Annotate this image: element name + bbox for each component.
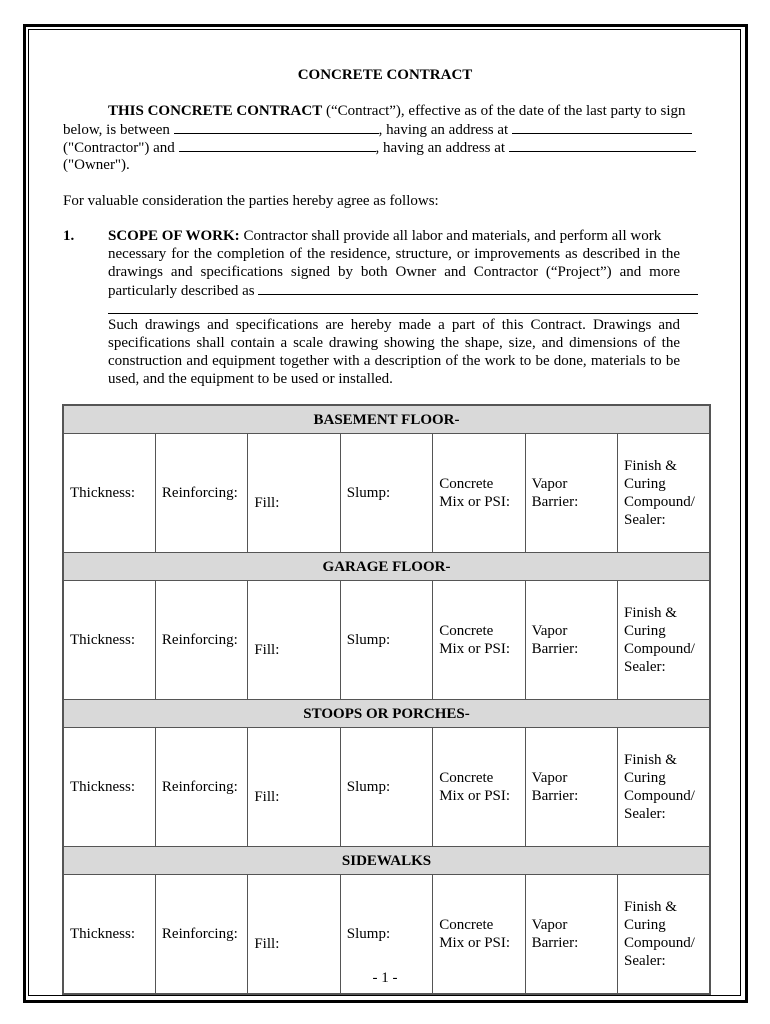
intro-line-2 xyxy=(63,120,692,139)
field-cell[interactable]: Vapor Barrier: xyxy=(525,581,617,700)
section-header: SIDEWALKS xyxy=(63,847,710,875)
field-cell[interactable]: Fill: xyxy=(248,728,340,847)
field-cell[interactable]: Thickness: xyxy=(63,728,155,847)
section1-p2-line: specifications shall contain a scale drawing showing the shape, size, and dimensions of the xyxy=(108,335,680,351)
section1-line-3: drawings and specifications signed by both Owner and Contractor (“Project”) and more xyxy=(108,264,680,280)
intro-text: , having an address at xyxy=(378,122,512,138)
field-cell[interactable]: Reinforcing: xyxy=(155,728,247,847)
project-description-field[interactable] xyxy=(258,281,698,295)
field-cell[interactable]: Thickness: xyxy=(63,434,155,553)
table-section-header-row xyxy=(63,405,710,434)
intro-text: (“Contract”), effective as of the date of the last party to sign xyxy=(322,103,686,119)
field-cell[interactable]: Finish & Curing Compound/ Sealer: xyxy=(618,875,710,995)
contractor-name-field[interactable] xyxy=(174,120,379,134)
field-cell[interactable]: Slump: xyxy=(340,581,432,700)
section1-p2-line: used, and the equipment to be used or installed. xyxy=(108,371,393,387)
section1-p2-line: Such drawings and specifications are hereby made a part of this Contract. Drawings and xyxy=(108,317,680,333)
field-cell[interactable]: Reinforcing: xyxy=(155,581,247,700)
intro-line-1 xyxy=(108,102,690,120)
field-cell[interactable]: Thickness: xyxy=(63,581,155,700)
field-cell[interactable]: Concrete Mix or PSI: xyxy=(433,728,525,847)
document-title: CONCRETE CONTRACT xyxy=(297,67,473,83)
intro-text: ("Contractor") and xyxy=(63,140,179,156)
field-cell[interactable]: Slump: xyxy=(340,434,432,553)
field-cell[interactable]: Finish & Curing Compound/ Sealer: xyxy=(618,581,710,700)
field-cell[interactable]: Fill: xyxy=(248,434,340,553)
intro-line-3 xyxy=(63,138,696,157)
field-cell[interactable]: Concrete Mix or PSI: xyxy=(433,875,525,995)
field-cell[interactable]: Finish & Curing Compound/ Sealer: xyxy=(618,728,710,847)
section-text: Contractor shall provide all labor and materials, and perform all work xyxy=(239,228,662,244)
page-number: - 1 - xyxy=(372,970,398,986)
concrete-spec-table xyxy=(62,404,711,995)
table-row xyxy=(63,581,710,700)
field-cell[interactable]: Fill: xyxy=(248,875,340,995)
field-cell[interactable]: Reinforcing: xyxy=(155,875,247,995)
consideration-text: For valuable consideration the parties hereby agree as follows: xyxy=(63,193,439,209)
intro-text: below, is between xyxy=(63,122,174,138)
field-cell[interactable]: Thickness: xyxy=(63,875,155,995)
intro-text: , having an address at xyxy=(375,140,509,156)
intro-line-4: ("Owner"). xyxy=(63,157,130,173)
field-cell[interactable]: Vapor Barrier: xyxy=(525,434,617,553)
field-cell[interactable]: Finish & Curing Compound/ Sealer: xyxy=(618,434,710,553)
section-header: BASEMENT FLOOR- xyxy=(63,405,710,434)
section-header: GARAGE FLOOR- xyxy=(63,553,710,581)
field-cell[interactable]: Vapor Barrier: xyxy=(525,728,617,847)
field-cell[interactable]: Slump: xyxy=(340,728,432,847)
section1-line-4 xyxy=(108,281,698,300)
project-description-field-2[interactable] xyxy=(108,313,698,314)
field-cell[interactable]: Slump: xyxy=(340,875,432,995)
section1-p2-line: construction and equipment together with a description of the work to be done, materials to be xyxy=(108,353,680,369)
contractor-address-field[interactable] xyxy=(512,120,692,134)
field-cell[interactable]: Vapor Barrier: xyxy=(525,875,617,995)
field-cell[interactable]: Concrete Mix or PSI: xyxy=(433,581,525,700)
field-cell[interactable]: Concrete Mix or PSI: xyxy=(433,434,525,553)
table-row xyxy=(63,728,710,847)
table-section-header-row xyxy=(63,847,710,875)
field-cell[interactable]: Fill: xyxy=(248,581,340,700)
section-text: particularly described as xyxy=(108,283,259,299)
section-header: STOOPS OR PORCHES- xyxy=(63,700,710,728)
section1-line-1 xyxy=(108,227,661,245)
owner-name-field[interactable] xyxy=(179,138,376,152)
section-heading: SCOPE OF WORK: xyxy=(108,228,240,244)
section-number: 1. xyxy=(63,228,75,244)
section1-line-2: necessary for the completion of the residence, structure, or improvements as described in the xyxy=(108,246,680,262)
table-section-header-row xyxy=(63,553,710,581)
owner-address-field[interactable] xyxy=(509,138,696,152)
field-cell[interactable]: Reinforcing: xyxy=(155,434,247,553)
table-row xyxy=(63,434,710,553)
intro-bold-lead: THIS CONCRETE CONTRACT xyxy=(108,103,323,119)
table-section-header-row xyxy=(63,700,710,728)
